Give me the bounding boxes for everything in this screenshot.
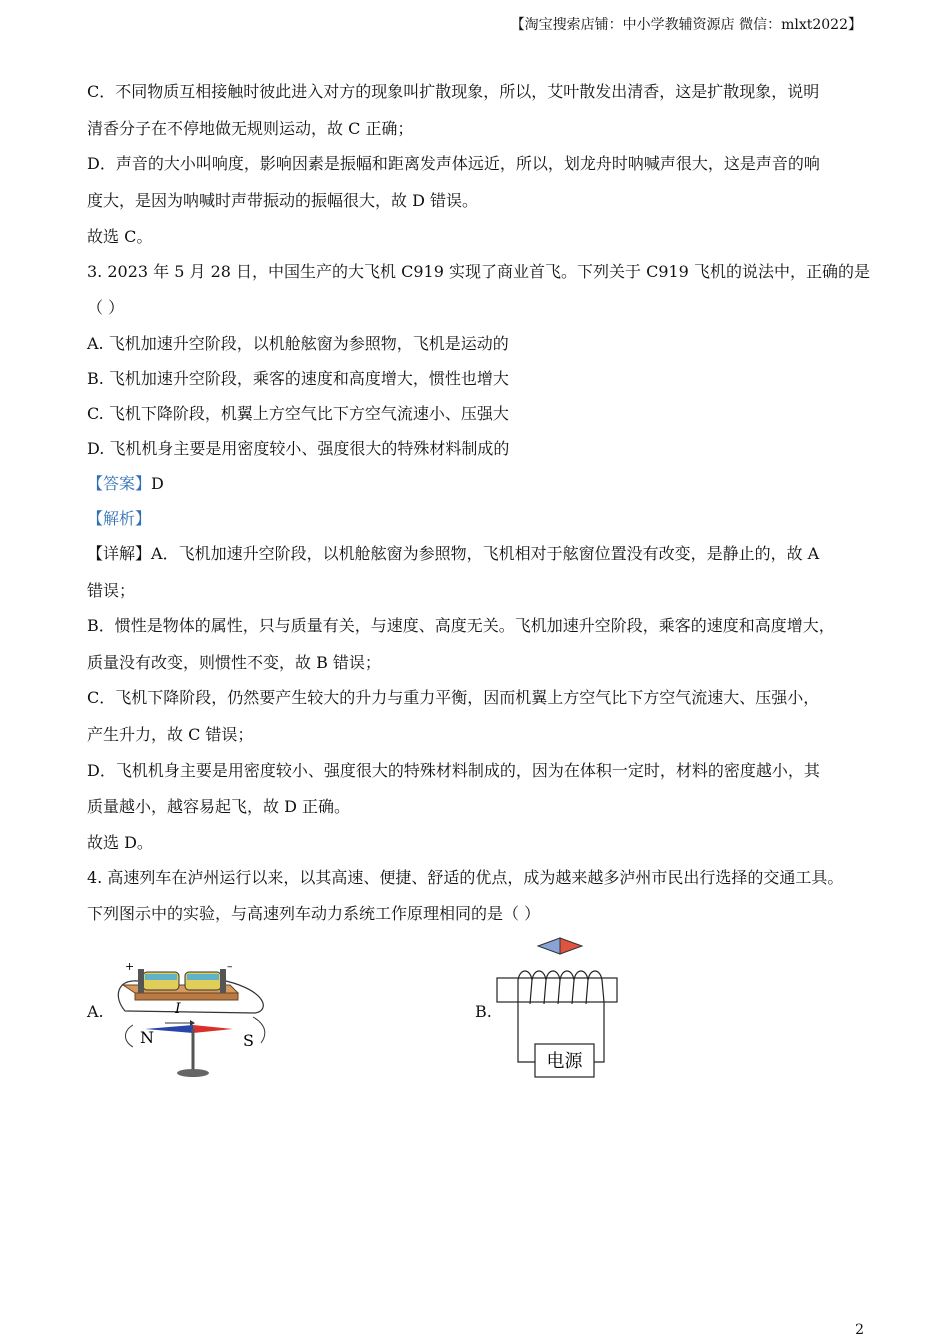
detail-tag: 【详解】 (87, 544, 152, 563)
q3-detail-d-line1: D．飞机机身主要是用密度较小、强度很大的特殊材料制成的，因为在体积一定时，材料的密度越小，其 (87, 761, 820, 780)
q3-detail-b-line2: 质量没有改变，则惯性不变，故 B 错误； (87, 653, 381, 672)
battery-2-band (187, 974, 219, 980)
answer-value: D (151, 474, 164, 493)
figure-a-label: A. (87, 1002, 104, 1021)
figure-b-electromagnet (490, 932, 630, 1082)
q3-option-a: A. 飞机加速升空阶段，以机舱舷窗为参照物，飞机是运动的 (87, 334, 509, 353)
rotation-arrow-right (253, 1017, 265, 1043)
q3-stem-line2: （ ） (87, 298, 125, 317)
q4-stem-line1: 4. 高速列车在泸州运行以来，以其高速、便捷、舒适的优点，成为越来越多泸州市民出行选择的交通工具。 (87, 868, 844, 887)
wire-right (594, 1002, 604, 1062)
q3-choose: 故选 D。 (87, 833, 153, 852)
figure-b-label: B. (475, 1002, 492, 1021)
figure-a-oersted (105, 955, 280, 1085)
prev-d-line1: D．声音的大小叫响度，影响因素是振幅和距离发声体远近，所以，划龙舟时呐喊声很大，这是声音的响 (87, 154, 820, 173)
battery-1-band (145, 974, 177, 980)
analysis-tag: 【解析】 (87, 509, 152, 528)
q3-stem-line1: 3. 2023 年 5 月 28 日，中国生产的大飞机 C919 实现了商业首飞。下列关于 C919 飞机的说法中，正确的是 (87, 262, 870, 281)
prev-d-line2: 度大，是因为呐喊时声带振动的振幅很大，故 D 错误。 (87, 191, 479, 210)
needle-base (177, 1069, 209, 1077)
q3-detail-d-line2: 质量越小，越容易起飞，故 D 正确。 (87, 797, 351, 816)
q3-option-c: C. 飞机下降阶段，机翼上方空气比下方空气流速小、压强大 (87, 404, 509, 423)
south-label: S (243, 1031, 254, 1050)
prev-c-line1: C．不同物质互相接触时彼此进入对方的现象叫扩散现象，所以，艾叶散发出清香，这是扩散现象，说明 (87, 82, 820, 101)
rotation-arrow-left (126, 1025, 134, 1047)
q4-stem-line2: 下列图示中的实验，与高速列车动力系统工作原理相同的是（ ） (87, 904, 541, 923)
q3-detail-a-line2: 错误； (87, 581, 136, 600)
battery-holder-right (220, 969, 226, 993)
q3-detail-b-line1: B．惯性是物体的属性，只与质量有关，与速度、高度无关。飞机加速升空阶段，乘客的速度和高度增大， (87, 616, 835, 635)
page-header: 【淘宝搜索店铺：中小学教辅资源店 微信：mlxt2022】 (510, 17, 862, 33)
q3-option-d: D. 飞机机身主要是用密度较小、强度很大的特殊材料制成的 (87, 439, 510, 458)
q3-detail-c-line1: C．飞机下降阶段，仍然要产生较大的升力与重力平衡，因而机翼上方空气比下方空气流速大、压强小， (87, 688, 820, 707)
board-front (135, 993, 238, 1000)
plus-sign: + (125, 960, 135, 973)
north-label: N (140, 1028, 154, 1047)
power-source-label: 电源 (546, 1051, 583, 1072)
needle-south (193, 1025, 233, 1033)
prev-c-line2: 清香分子在不停地做无规则运动，故 C 正确； (87, 119, 414, 138)
page-number: 2 (855, 1322, 864, 1338)
needle-red-half (560, 938, 582, 954)
q3-detail-a-line1 (87, 544, 819, 564)
battery-holder-left (138, 969, 144, 993)
current-label: I (175, 1001, 181, 1017)
iron-core (497, 978, 617, 1002)
needle-blue-half (538, 938, 560, 954)
minus-sign: – (227, 960, 233, 973)
q3-answer-line (87, 474, 164, 494)
wire-left (518, 1002, 535, 1062)
q3-option-b: B. 飞机加速升空阶段，乘客的速度和高度增大，惯性也增大 (87, 369, 509, 388)
detail-a-text: A．飞机加速升空阶段，以机舱舷窗为参照物，飞机相对于舷窗位置没有改变，是静止的，故 A (151, 544, 820, 563)
answer-tag: 【答案】 (87, 474, 152, 493)
prev-choose: 故选 C。 (87, 227, 153, 246)
q3-detail-c-line2: 产生升力，故 C 错误； (87, 725, 254, 744)
